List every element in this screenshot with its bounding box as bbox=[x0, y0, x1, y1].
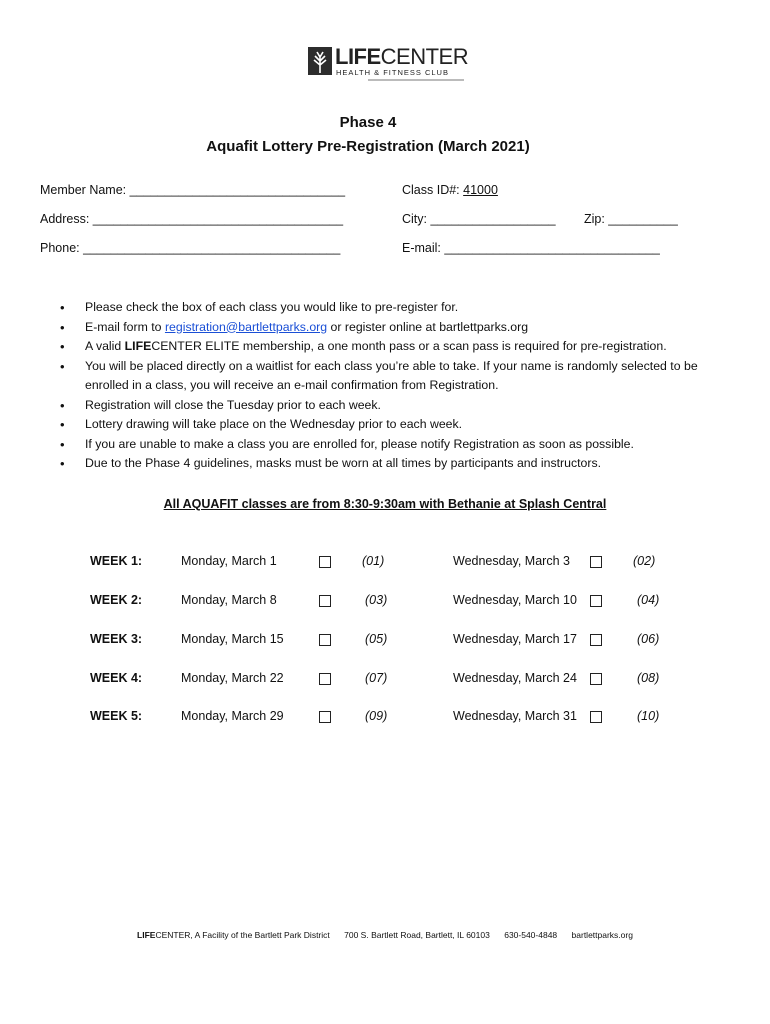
wednesday-checkbox[interactable] bbox=[590, 711, 602, 723]
monday-date: Monday, March 29 bbox=[181, 709, 284, 723]
list-item: • A valid LIFECENTER ELITE membership, a one month pass or a scan pass is required for pre-registration. bbox=[60, 337, 720, 357]
logo-wordmark: LIFECENTER bbox=[335, 44, 469, 69]
monday-code: (05) bbox=[365, 632, 388, 646]
week-label: WEEK 5: bbox=[90, 709, 143, 723]
week-label: WEEK 3: bbox=[90, 632, 143, 646]
wednesday-checkbox[interactable] bbox=[590, 556, 602, 568]
wednesday-date: Wednesday, March 31 bbox=[453, 709, 577, 723]
wednesday-code: (10) bbox=[637, 709, 660, 723]
address-field[interactable]: Address: ____________________________________ bbox=[40, 212, 344, 226]
wheat-logo-icon bbox=[308, 47, 332, 75]
monday-date: Monday, March 22 bbox=[181, 671, 284, 685]
wednesday-date: Wednesday, March 10 bbox=[453, 593, 577, 607]
wednesday-date: Wednesday, March 17 bbox=[453, 632, 577, 646]
week-label: WEEK 2: bbox=[90, 593, 143, 607]
wednesday-checkbox[interactable] bbox=[590, 673, 602, 685]
city-field[interactable]: City: __________________ bbox=[402, 212, 556, 226]
logo-tagline-rule bbox=[368, 79, 464, 81]
monday-checkbox[interactable] bbox=[319, 634, 331, 646]
wednesday-date: Wednesday, March 24 bbox=[453, 671, 577, 685]
monday-checkbox[interactable] bbox=[319, 711, 331, 723]
schedule-note: All AQUAFIT classes are from 8:30-9:30am with Bethanie at Splash Central bbox=[163, 497, 607, 511]
class-id-label: Class ID#: bbox=[402, 183, 460, 197]
monday-code: (07) bbox=[365, 671, 388, 685]
email-field[interactable]: E-mail: _______________________________ bbox=[402, 241, 660, 255]
instructions-list bbox=[60, 298, 720, 474]
wednesday-date: Wednesday, March 3 bbox=[453, 554, 570, 568]
footer-address: 700 S. Bartlett Road, Bartlett, IL 60103 bbox=[344, 930, 490, 940]
monday-date: Monday, March 1 bbox=[181, 554, 277, 568]
wednesday-code: (04) bbox=[637, 593, 660, 607]
footer-phone: 630-540-4848 bbox=[504, 930, 558, 940]
registration-email-link[interactable]: registration@bartlettparks.org bbox=[164, 319, 328, 334]
class-id-field bbox=[402, 183, 498, 197]
monday-code: (01) bbox=[362, 554, 385, 568]
zip-field[interactable]: Zip: __________ bbox=[584, 212, 678, 226]
wednesday-code: (08) bbox=[637, 671, 660, 685]
page-footer bbox=[0, 930, 770, 940]
monday-code: (03) bbox=[365, 593, 388, 607]
wednesday-checkbox[interactable] bbox=[590, 634, 602, 646]
list-item: • Registration will close the Tuesday prior to each week. bbox=[60, 396, 720, 416]
list-item: • You will be placed directly on a waitlist for each class you’re able to take. If your name is randomly selected to be enrolled in a class, you will receive an e-mail confirmation from Registration. bbox=[60, 357, 720, 396]
monday-checkbox[interactable] bbox=[319, 673, 331, 685]
list-item: • Due to the Phase 4 guidelines, masks must be worn at all times by participants and instructors. bbox=[60, 454, 720, 474]
week-label: WEEK 4: bbox=[90, 671, 143, 685]
list-item: • Please check the box of each class you would like to pre-register for. bbox=[60, 298, 720, 318]
logo-subtitle: HEALTH & FITNESS CLUB bbox=[336, 68, 449, 77]
list-item: • If you are unable to make a class you are enrolled for, please notify Registration as soon as possible. bbox=[60, 435, 720, 455]
list-item: • E-mail form to registration@bartlettparks.org or register online at bartlettparks.org bbox=[60, 318, 720, 338]
phase-heading: Phase 4 bbox=[339, 114, 397, 131]
phone-field[interactable]: Phone: _____________________________________ bbox=[40, 241, 341, 255]
class-id-value: 41000 bbox=[463, 183, 498, 197]
monday-checkbox[interactable] bbox=[319, 595, 331, 607]
page-title: Aquafit Lottery Pre-Registration (March 2021) bbox=[206, 138, 530, 155]
week-label: WEEK 1: bbox=[90, 554, 143, 568]
lifecenter-logo bbox=[308, 44, 473, 86]
member-name-field[interactable]: Member Name: _______________________________ bbox=[40, 183, 346, 197]
monday-code: (09) bbox=[365, 709, 388, 723]
footer-website: bartlettparks.org bbox=[571, 930, 633, 940]
list-item: • Lottery drawing will take place on the Wednesday prior to each week. bbox=[60, 415, 720, 435]
monday-date: Monday, March 15 bbox=[181, 632, 284, 646]
wednesday-code: (06) bbox=[637, 632, 660, 646]
wednesday-checkbox[interactable] bbox=[590, 595, 602, 607]
monday-date: Monday, March 8 bbox=[181, 593, 277, 607]
footer-facility: LIFECENTER, A Facility of the Bartlett Park District bbox=[137, 930, 330, 940]
monday-checkbox[interactable] bbox=[319, 556, 331, 568]
wednesday-code: (02) bbox=[633, 554, 656, 568]
